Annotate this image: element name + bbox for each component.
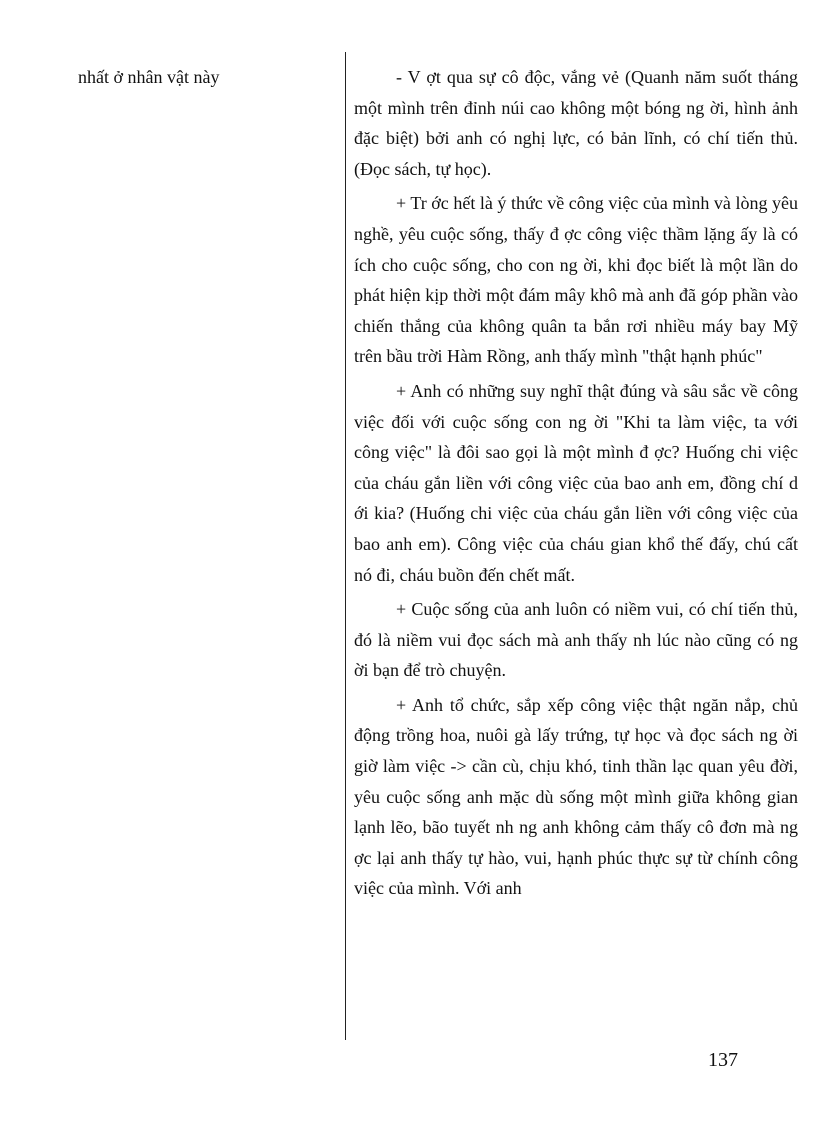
- paragraph-2: + Tr ớc hết là ý thức về công việc của mình và lòng yêu nghề, yêu cuộc sống, thấy đ ợc công việc thầm lặng ấy là có ích cho cuộc sống, cho con ng ời, khi đọc biết là một lần do phát hiện kịp thời một đám mây khô mà anh đã góp phần vào chiến thắng của không quân ta bắn rơi nhiều máy bay Mỹ trên bầu trời Hàm Rồng, anh thấy mình "thật hạnh phúc": [354, 193, 798, 367]
- right-column-body: [354, 62, 798, 1038]
- paragraph-3: + Anh có những suy nghĩ thật đúng và sâu sắc về công việc đối với cuộc sống con ng ời "Khi ta làm việc, ta với công việc" là đôi sao gọi là một mình đ ợc? Huống chi việc của cháu gắn liền với công việc của bao anh em, đồng chí d ới kia? (Huống chi việc của cháu gắn liền với công việc của bao anh em). Công việc của cháu gian khổ thế đấy, chú cất nó đi, cháu buồn đến chết mất.: [354, 380, 798, 585]
- page-number: 137: [708, 1049, 738, 1071]
- paragraph-5: + Anh tổ chức, sắp xếp công việc thật ngăn nắp, chủ động trồng hoa, nuôi gà lấy trứng, tự học và đọc sách ng ời giờ làm việc -> cần cù, chịu khó, tinh thần lạc quan yêu đời, yêu cuộc sống anh mặc dù sống một mình giữa không gian lạnh lẽo, bão tuyết nh ng anh không cảm thấy cô đơn mà ng ợc lại anh thấy tự hào, vui, hạnh phúc thực sự từ chính công việc của mình. Với anh: [354, 694, 798, 899]
- paragraph-1: - V ợt qua sự cô độc, vắng vẻ (Quanh năm suốt tháng một mình trên đỉnh núi cao không một bóng ng ời, hình ảnh đặc biệt) bởi anh có nghị lực, có bản lĩnh, có chí tiến thủ. (Đọc sách, tự học).: [354, 67, 798, 179]
- paragraph-4: + Cuộc sống của anh luôn có niềm vui, có chí tiến thủ, đó là niềm vui đọc sách mà anh thấy nh lúc nào cũng có ng ời bạn để trò chuyện.: [354, 599, 798, 681]
- left-column-text: nhất ở nhân vật này: [78, 67, 220, 87]
- column-divider: [345, 52, 346, 1040]
